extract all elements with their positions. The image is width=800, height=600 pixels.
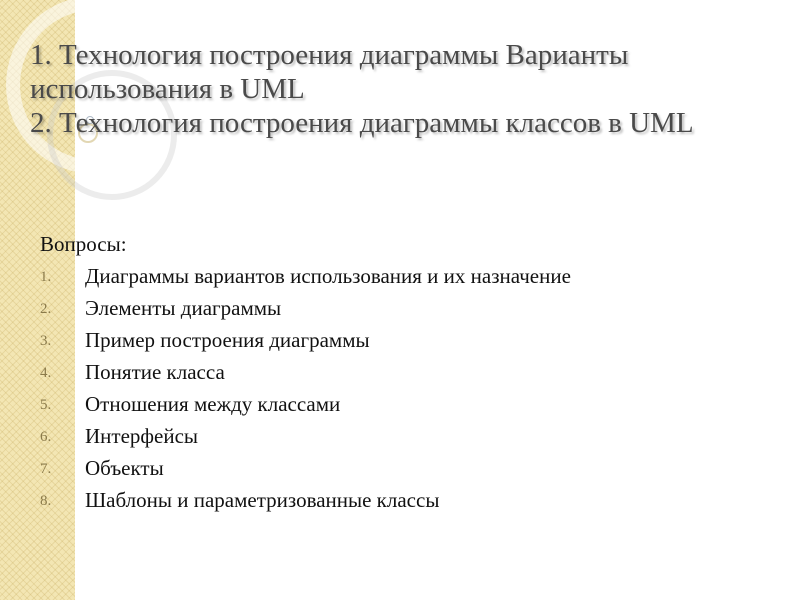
list-item-text: Элементы диаграммы <box>85 296 282 320</box>
list-number: 4. <box>40 365 52 381</box>
list-item-text: Диаграммы вариантов использования и их назначение <box>85 264 571 288</box>
list-item <box>40 324 760 356</box>
list-number: 3. <box>40 333 52 349</box>
list-item <box>40 420 760 452</box>
title-line: 2. Технология построения диаграммы классов в UML <box>30 107 694 139</box>
questions-heading: Вопросы: <box>40 232 127 256</box>
list-number: 7. <box>40 461 52 477</box>
list-item-text: Пример построения диаграммы <box>85 328 370 352</box>
title-line: 1. Технология построения диаграммы Варианты <box>30 39 629 71</box>
title-line: использования в UML <box>30 73 305 105</box>
list-item <box>40 292 760 324</box>
list-item <box>40 356 760 388</box>
questions-list <box>40 260 760 516</box>
questions-section <box>40 228 760 516</box>
list-item <box>40 484 760 516</box>
list-item <box>40 260 760 292</box>
list-item-text: Шаблоны и параметризованные классы <box>85 488 440 512</box>
list-item-text: Понятие класса <box>85 360 225 384</box>
slide-title <box>30 38 770 140</box>
list-item <box>40 388 760 420</box>
list-number: 8. <box>40 493 52 509</box>
list-number: 6. <box>40 429 52 445</box>
list-item <box>40 452 760 484</box>
list-number: 1. <box>40 269 52 285</box>
list-item-text: Объекты <box>85 456 164 480</box>
list-item-text: Отношения между классами <box>85 392 341 416</box>
list-item-text: Интерфейсы <box>85 424 198 448</box>
list-number: 2. <box>40 301 52 317</box>
list-number: 5. <box>40 397 52 413</box>
